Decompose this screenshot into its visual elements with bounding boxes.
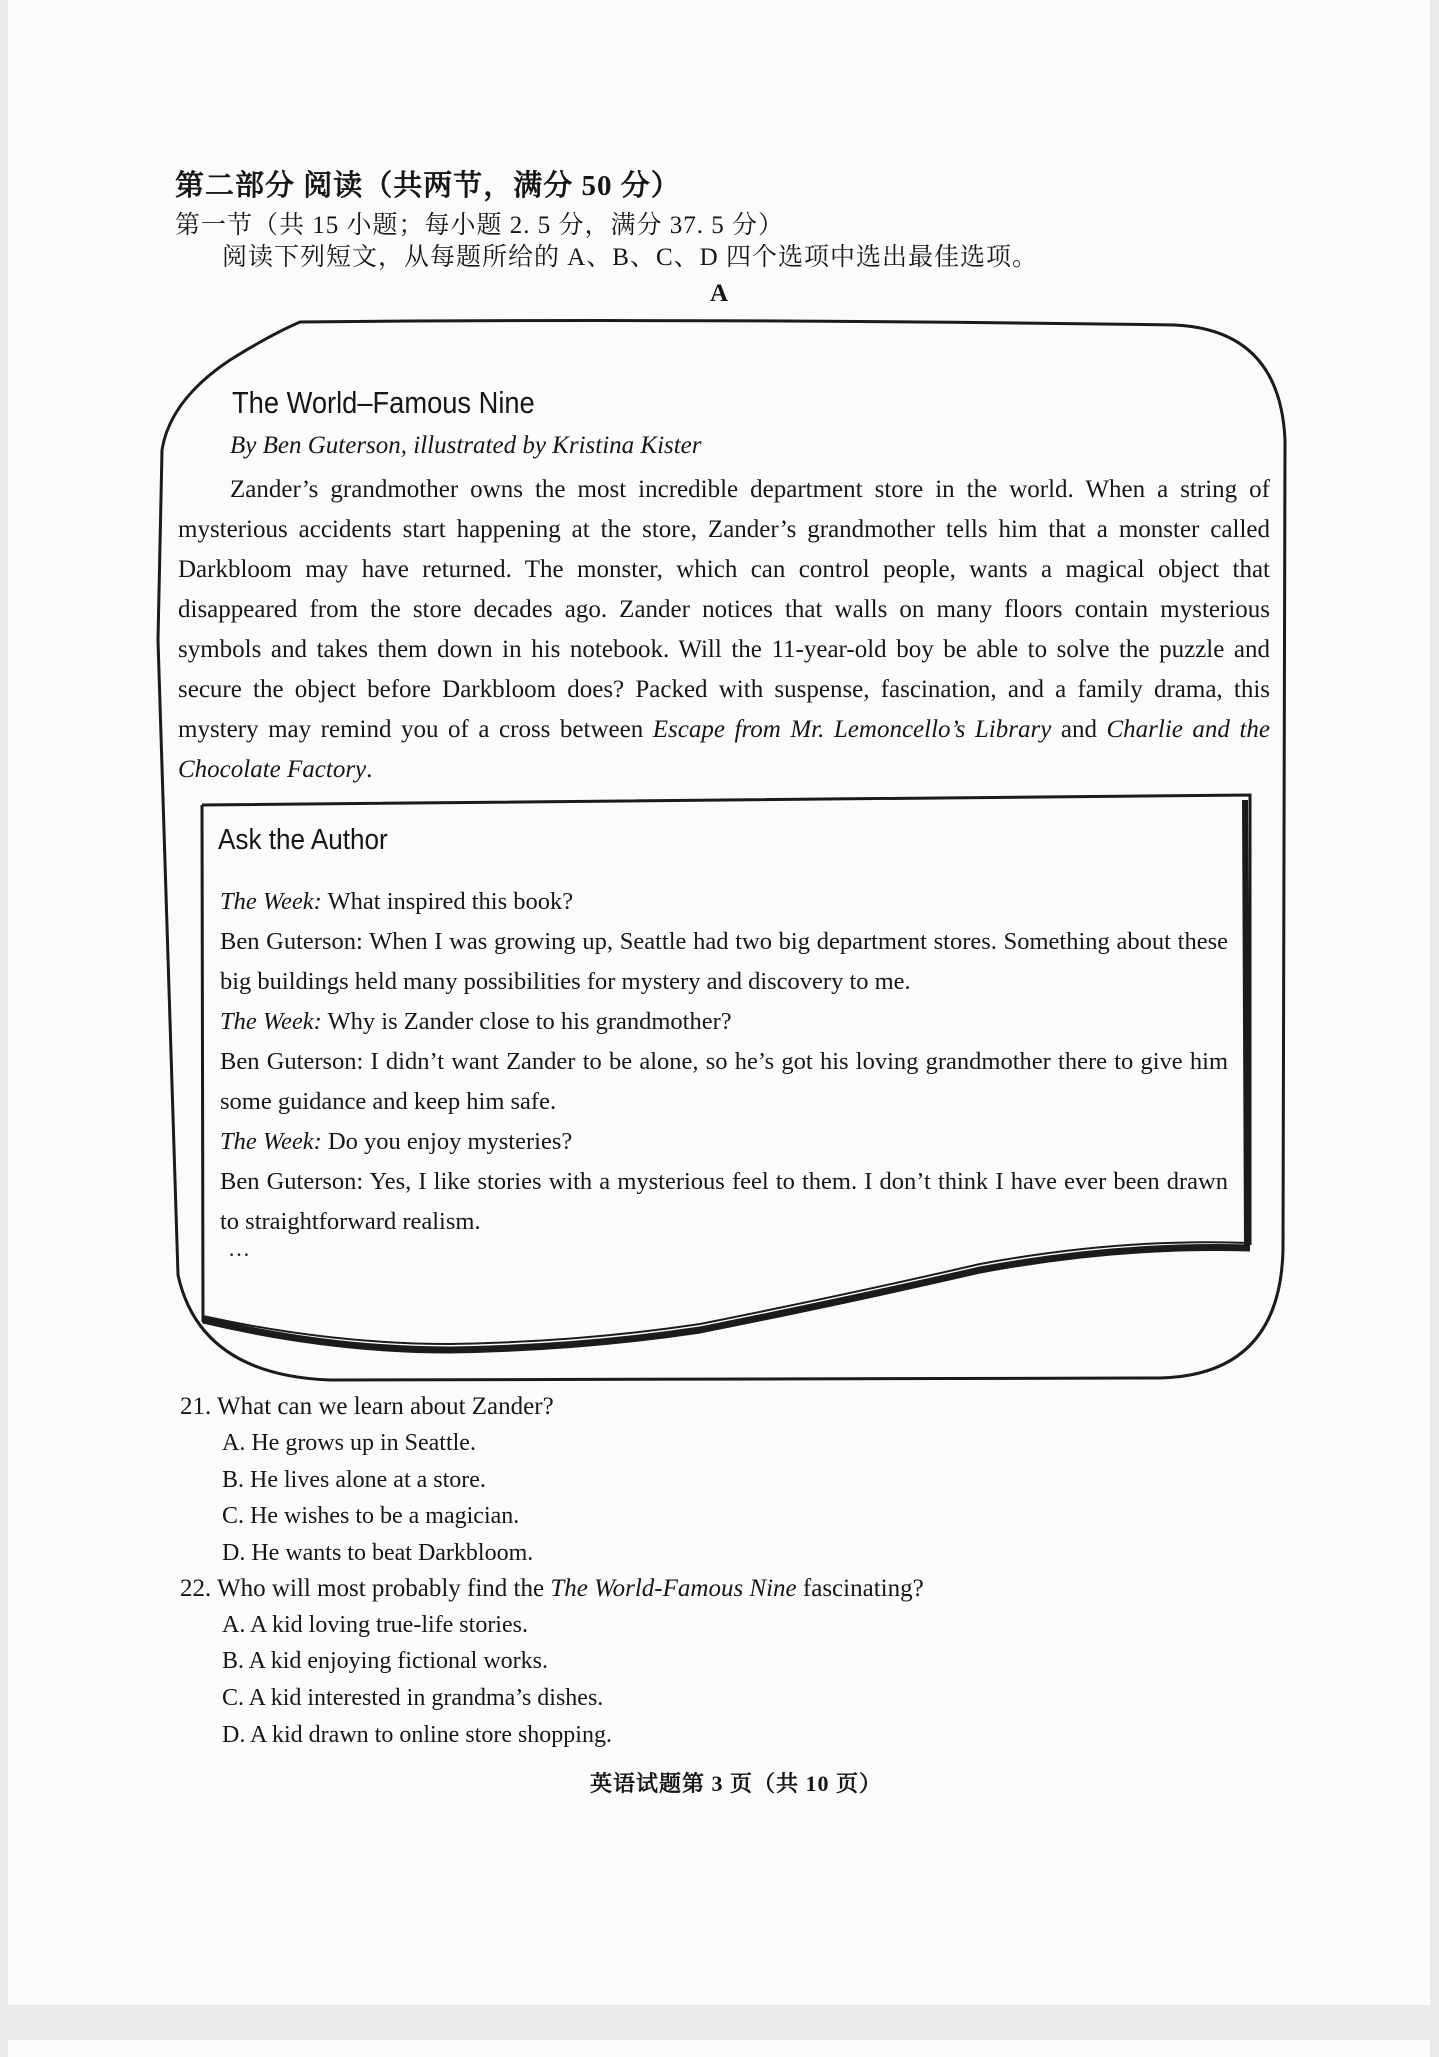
interview-line: Ben Guterson: Yes, I like stories with a mysterious feel to them. I don’t think I have ever been drawn to straightforward realism. — [220, 1168, 1229, 1235]
interview-line: The Week: Do you enjoy mysteries? — [220, 1128, 573, 1155]
book-byline: By Ben Guterson, illustrated by Kristina Kister — [230, 432, 702, 459]
section-title: 第一节（共 15 小题；每小题 2. 5 分，满分 37. 5 分） — [175, 212, 785, 239]
question-22-option-d: D. A kid drawn to online store shopping. — [222, 1722, 612, 1748]
part-title: 第二部分 阅读（共两节，满分 50 分） — [175, 170, 681, 202]
passage-letter: A — [710, 280, 729, 307]
question-21-option-b: B. He lives alone at a store. — [222, 1467, 486, 1493]
question-22-option-a: A. A kid loving true-life stories. — [222, 1612, 528, 1638]
interview-line: The Week: What inspired this book? — [220, 888, 574, 915]
question-21-stem: 21. What can we learn about Zander? — [180, 1393, 554, 1420]
book-title: The World–Famous Nine — [232, 385, 535, 420]
interview-ellipsis: … — [228, 1236, 250, 1261]
next-page-edge — [8, 2040, 1430, 2057]
interview-line: The Week: Why is Zander close to his grandmother? — [220, 1008, 732, 1035]
question-22-option-b: B. A kid enjoying fictional works. — [222, 1648, 548, 1674]
page-footer: 英语试题第 3 页（共 10 页） — [590, 1771, 883, 1796]
question-21-option-a: A. He grows up in Seattle. — [222, 1430, 476, 1456]
interview-body — [220, 882, 1228, 1242]
book-summary: Zander’s grandmother owns the most incredible department store in the world. When a string of mysterious accidents start happening at the store, Zander’s grandmother tells him that a monster called Darkbloom may have returned. The monster, which can control people, wants a magical object that disappeared from the store decades ago. Zander notices that walls on many floors contain mysterious symbols and takes them down in his notebook. Will the 11-year-old boy be able to solve the puzzle and secure the object before Darkbloom does? Packed with suspense, fascination, and a family drama, this mystery may remind you of a cross between Escape from Mr. Lemoncello’s Library and Charlie and the Chocolate Factory. — [178, 476, 1270, 783]
question-21-option-c: C. He wishes to be a magician. — [222, 1503, 520, 1529]
reference-title-2: Charlie and the Chocolate Factory — [178, 716, 1270, 783]
instruction-text: 阅读下列短文，从每题所给的 A、B、C、D 四个选项中选出最佳选项。 — [222, 244, 1038, 271]
question-22-stem: 22. Who will most probably find the The World-Famous Nine fascinating? — [180, 1575, 924, 1602]
question-22-option-c: C. A kid interested in grandma’s dishes. — [222, 1685, 604, 1711]
interview-line: Ben Guterson: I didn’t want Zander to be alone, so he’s got his loving grandmother there to give him some guidance and keep him safe. — [220, 1048, 1229, 1115]
interview-title: Ask the Author — [218, 824, 388, 856]
reference-title-1: Escape from Mr. Lemoncello’s Library — [652, 716, 1052, 743]
interview-line: Ben Guterson: When I was growing up, Seattle had two big department stores. Something about these big buildings held many possibilities for mystery and discovery to me. — [220, 928, 1228, 995]
question-21-option-d: D. He wants to beat Darkbloom. — [222, 1540, 534, 1566]
